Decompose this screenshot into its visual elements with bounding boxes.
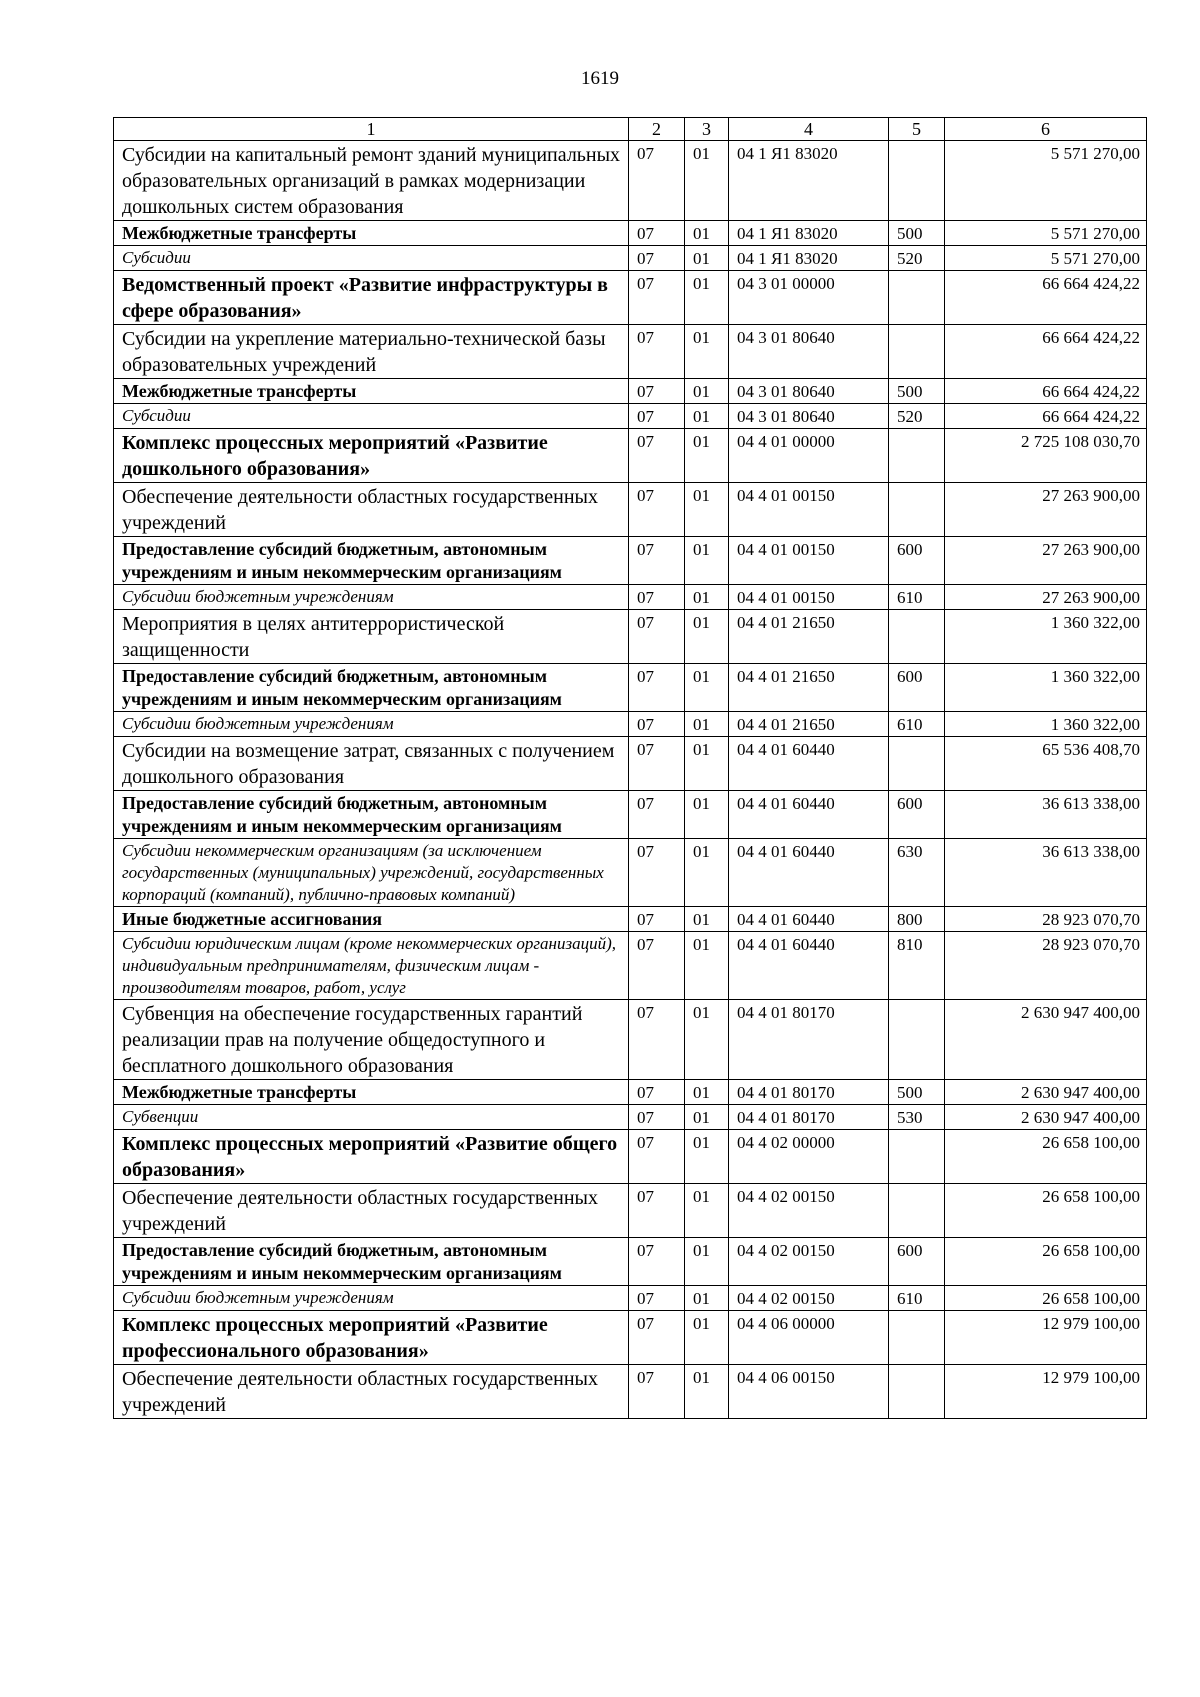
row-amount: 26 658 100,00 — [945, 1130, 1147, 1184]
table-row — [114, 1184, 1147, 1238]
row-target-code: 04 4 01 00000 — [729, 429, 889, 483]
row-expense-type: 520 — [889, 404, 945, 429]
table-row — [114, 1080, 1147, 1105]
row-amount: 65 536 408,70 — [945, 737, 1147, 791]
table-row — [114, 483, 1147, 537]
row-amount: 26 658 100,00 — [945, 1238, 1147, 1286]
row-target-code: 04 4 01 21650 — [729, 712, 889, 737]
row-subsection: 01 — [685, 1286, 729, 1311]
row-subsection: 01 — [685, 1365, 729, 1419]
row-name: Обеспечение деятельности областных государственных учреждений — [114, 1184, 629, 1238]
row-section: 07 — [629, 1080, 685, 1105]
row-target-code: 04 4 01 80170 — [729, 1105, 889, 1130]
row-expense-type — [889, 325, 945, 379]
row-amount: 66 664 424,22 — [945, 379, 1147, 404]
row-section: 07 — [629, 932, 685, 1000]
row-name: Обеспечение деятельности областных государственных учреждений — [114, 483, 629, 537]
row-amount: 1 360 322,00 — [945, 664, 1147, 712]
row-section: 07 — [629, 537, 685, 585]
table-row — [114, 932, 1147, 1000]
row-subsection: 01 — [685, 712, 729, 737]
row-section: 07 — [629, 429, 685, 483]
row-expense-type — [889, 1365, 945, 1419]
row-target-code: 04 4 02 00150 — [729, 1238, 889, 1286]
row-target-code: 04 4 01 00150 — [729, 585, 889, 610]
table-row — [114, 839, 1147, 907]
row-amount: 1 360 322,00 — [945, 610, 1147, 664]
row-name: Субсидии на укрепление материально-технической базы образовательных учреждений — [114, 325, 629, 379]
row-target-code: 04 4 01 21650 — [729, 664, 889, 712]
row-target-code: 04 4 01 00150 — [729, 483, 889, 537]
row-subsection: 01 — [685, 1130, 729, 1184]
table-row — [114, 221, 1147, 246]
table-row — [114, 404, 1147, 429]
row-subsection: 01 — [685, 1184, 729, 1238]
row-amount: 2 630 947 400,00 — [945, 1000, 1147, 1080]
row-expense-type — [889, 1184, 945, 1238]
page-number: 1619 — [581, 68, 619, 89]
row-subsection: 01 — [685, 610, 729, 664]
row-subsection: 01 — [685, 246, 729, 271]
row-name: Обеспечение деятельности областных государственных учреждений — [114, 1365, 629, 1419]
row-section: 07 — [629, 483, 685, 537]
table-row — [114, 737, 1147, 791]
row-amount: 2 630 947 400,00 — [945, 1080, 1147, 1105]
row-name: Межбюджетные трансферты — [114, 221, 629, 246]
table-row — [114, 379, 1147, 404]
row-amount: 27 263 900,00 — [945, 585, 1147, 610]
row-expense-type: 800 — [889, 907, 945, 932]
row-expense-type — [889, 483, 945, 537]
row-name: Предоставление субсидий бюджетным, автономным учреждениям и иным некоммерческим организациям — [114, 537, 629, 585]
header-cell-6: 6 — [945, 118, 1147, 141]
row-amount: 66 664 424,22 — [945, 404, 1147, 429]
row-expense-type — [889, 1311, 945, 1365]
row-name: Субсидии — [114, 246, 629, 271]
table-row — [114, 1105, 1147, 1130]
row-name: Предоставление субсидий бюджетным, автономным учреждениям и иным некоммерческим организациям — [114, 1238, 629, 1286]
row-section: 07 — [629, 907, 685, 932]
row-expense-type: 500 — [889, 221, 945, 246]
row-expense-type: 610 — [889, 585, 945, 610]
row-subsection: 01 — [685, 1000, 729, 1080]
row-amount: 5 571 270,00 — [945, 221, 1147, 246]
row-name: Субсидии на возмещение затрат, связанных с получением дошкольного образования — [114, 737, 629, 791]
row-amount: 36 613 338,00 — [945, 839, 1147, 907]
table-body — [114, 141, 1147, 1419]
row-section: 07 — [629, 1238, 685, 1286]
row-subsection: 01 — [685, 791, 729, 839]
row-amount: 2 630 947 400,00 — [945, 1105, 1147, 1130]
header-cell-3: 3 — [685, 118, 729, 141]
row-name: Предоставление субсидий бюджетным, автономным учреждениям и иным некоммерческим организациям — [114, 791, 629, 839]
header-cell-1: 1 — [114, 118, 629, 141]
row-target-code: 04 4 01 60440 — [729, 932, 889, 1000]
row-target-code: 04 4 02 00150 — [729, 1286, 889, 1311]
row-amount: 5 571 270,00 — [945, 141, 1147, 221]
row-target-code: 04 1 Я1 83020 — [729, 246, 889, 271]
row-name: Комплекс процессных мероприятий «Развитие общего образования» — [114, 1130, 629, 1184]
row-amount: 26 658 100,00 — [945, 1286, 1147, 1311]
row-section: 07 — [629, 1000, 685, 1080]
table-row — [114, 791, 1147, 839]
row-amount: 66 664 424,22 — [945, 325, 1147, 379]
row-section: 07 — [629, 1105, 685, 1130]
row-expense-type: 600 — [889, 537, 945, 585]
row-target-code: 04 4 02 00150 — [729, 1184, 889, 1238]
row-name: Субсидии бюджетным учреждениям — [114, 585, 629, 610]
table-row — [114, 325, 1147, 379]
row-subsection: 01 — [685, 1105, 729, 1130]
row-amount: 2 725 108 030,70 — [945, 429, 1147, 483]
table-row — [114, 907, 1147, 932]
row-subsection: 01 — [685, 537, 729, 585]
row-expense-type — [889, 610, 945, 664]
row-section: 07 — [629, 610, 685, 664]
row-section: 07 — [629, 379, 685, 404]
row-name: Предоставление субсидий бюджетным, автономным учреждениям и иным некоммерческим организациям — [114, 664, 629, 712]
row-name: Субсидии некоммерческим организациям (за исключением государственных (муниципальных) учреждений, государственных корпораций (компаний), публично-правовых компаний) — [114, 839, 629, 907]
row-amount: 28 923 070,70 — [945, 907, 1147, 932]
row-expense-type: 810 — [889, 932, 945, 1000]
row-section: 07 — [629, 221, 685, 246]
row-expense-type — [889, 271, 945, 325]
row-expense-type: 630 — [889, 839, 945, 907]
table-row — [114, 1130, 1147, 1184]
row-section: 07 — [629, 839, 685, 907]
row-name: Субсидии на капитальный ремонт зданий муниципальных образовательных организаций в рамках модернизации дошкольных систем образования — [114, 141, 629, 221]
row-subsection: 01 — [685, 271, 729, 325]
row-target-code: 04 4 01 80170 — [729, 1080, 889, 1105]
row-subsection: 01 — [685, 1311, 729, 1365]
row-name: Субсидии бюджетным учреждениям — [114, 1286, 629, 1311]
row-expense-type: 520 — [889, 246, 945, 271]
row-subsection: 01 — [685, 429, 729, 483]
row-amount: 36 613 338,00 — [945, 791, 1147, 839]
table-row — [114, 141, 1147, 221]
row-expense-type — [889, 429, 945, 483]
row-target-code: 04 3 01 80640 — [729, 379, 889, 404]
row-target-code: 04 4 01 00150 — [729, 537, 889, 585]
row-section: 07 — [629, 404, 685, 429]
row-expense-type — [889, 141, 945, 221]
table-row — [114, 271, 1147, 325]
row-target-code: 04 4 01 60440 — [729, 839, 889, 907]
row-subsection: 01 — [685, 141, 729, 221]
row-section: 07 — [629, 1311, 685, 1365]
row-name: Ведомственный проект «Развитие инфраструктуры в сфере образования» — [114, 271, 629, 325]
row-name: Комплекс процессных мероприятий «Развитие профессионального образования» — [114, 1311, 629, 1365]
row-subsection: 01 — [685, 839, 729, 907]
row-expense-type: 610 — [889, 712, 945, 737]
row-name: Мероприятия в целях антитеррористической защищенности — [114, 610, 629, 664]
row-section: 07 — [629, 1365, 685, 1419]
row-expense-type — [889, 737, 945, 791]
row-name: Межбюджетные трансферты — [114, 379, 629, 404]
row-name: Комплекс процессных мероприятий «Развитие дошкольного образования» — [114, 429, 629, 483]
row-amount: 5 571 270,00 — [945, 246, 1147, 271]
row-target-code: 04 4 01 60440 — [729, 907, 889, 932]
row-expense-type: 600 — [889, 791, 945, 839]
table-row — [114, 1311, 1147, 1365]
row-name: Межбюджетные трансферты — [114, 1080, 629, 1105]
row-amount: 27 263 900,00 — [945, 483, 1147, 537]
row-expense-type — [889, 1130, 945, 1184]
row-expense-type — [889, 1000, 945, 1080]
table-row — [114, 1000, 1147, 1080]
row-name: Иные бюджетные ассигнования — [114, 907, 629, 932]
row-target-code: 04 4 01 60440 — [729, 791, 889, 839]
row-section: 07 — [629, 712, 685, 737]
row-section: 07 — [629, 325, 685, 379]
row-subsection: 01 — [685, 1080, 729, 1105]
row-target-code: 04 4 01 60440 — [729, 737, 889, 791]
table-row — [114, 1238, 1147, 1286]
row-amount: 66 664 424,22 — [945, 271, 1147, 325]
table-row — [114, 246, 1147, 271]
table-row — [114, 585, 1147, 610]
row-target-code: 04 3 01 00000 — [729, 271, 889, 325]
header-cell-5: 5 — [889, 118, 945, 141]
row-subsection: 01 — [685, 404, 729, 429]
row-expense-type: 500 — [889, 379, 945, 404]
row-section: 07 — [629, 141, 685, 221]
row-subsection: 01 — [685, 325, 729, 379]
header-cell-2: 2 — [629, 118, 685, 141]
row-expense-type: 600 — [889, 664, 945, 712]
table-row — [114, 1365, 1147, 1419]
row-target-code: 04 1 Я1 83020 — [729, 221, 889, 246]
row-section: 07 — [629, 246, 685, 271]
row-expense-type: 600 — [889, 1238, 945, 1286]
table-row — [114, 664, 1147, 712]
row-expense-type: 500 — [889, 1080, 945, 1105]
row-subsection: 01 — [685, 379, 729, 404]
budget-table — [113, 117, 1147, 1419]
table-row — [114, 1286, 1147, 1311]
row-expense-type: 530 — [889, 1105, 945, 1130]
row-target-code: 04 4 06 00000 — [729, 1311, 889, 1365]
row-name: Субсидии — [114, 404, 629, 429]
row-name: Субсидии бюджетным учреждениям — [114, 712, 629, 737]
table-row — [114, 712, 1147, 737]
row-expense-type: 610 — [889, 1286, 945, 1311]
row-target-code: 04 4 02 00000 — [729, 1130, 889, 1184]
table-row — [114, 429, 1147, 483]
row-subsection: 01 — [685, 483, 729, 537]
row-section: 07 — [629, 791, 685, 839]
row-target-code: 04 1 Я1 83020 — [729, 141, 889, 221]
row-subsection: 01 — [685, 664, 729, 712]
row-amount: 28 923 070,70 — [945, 932, 1147, 1000]
row-section: 07 — [629, 664, 685, 712]
row-section: 07 — [629, 585, 685, 610]
row-target-code: 04 3 01 80640 — [729, 404, 889, 429]
row-target-code: 04 4 01 21650 — [729, 610, 889, 664]
row-amount: 12 979 100,00 — [945, 1311, 1147, 1365]
row-subsection: 01 — [685, 221, 729, 246]
row-section: 07 — [629, 1286, 685, 1311]
row-subsection: 01 — [685, 1238, 729, 1286]
row-section: 07 — [629, 1130, 685, 1184]
row-section: 07 — [629, 271, 685, 325]
table-header-row — [114, 118, 1147, 141]
row-target-code: 04 4 06 00150 — [729, 1365, 889, 1419]
row-subsection: 01 — [685, 585, 729, 610]
row-target-code: 04 4 01 80170 — [729, 1000, 889, 1080]
row-name: Субвенции — [114, 1105, 629, 1130]
row-section: 07 — [629, 1184, 685, 1238]
row-amount: 26 658 100,00 — [945, 1184, 1147, 1238]
row-amount: 12 979 100,00 — [945, 1365, 1147, 1419]
table-row — [114, 537, 1147, 585]
row-subsection: 01 — [685, 932, 729, 1000]
row-subsection: 01 — [685, 907, 729, 932]
header-cell-4: 4 — [729, 118, 889, 141]
row-name: Субвенция на обеспечение государственных гарантий реализации прав на получение общедоступного и бесплатного дошкольного образования — [114, 1000, 629, 1080]
row-amount: 1 360 322,00 — [945, 712, 1147, 737]
row-target-code: 04 3 01 80640 — [729, 325, 889, 379]
table-row — [114, 610, 1147, 664]
row-subsection: 01 — [685, 737, 729, 791]
row-section: 07 — [629, 737, 685, 791]
row-name: Субсидии юридическим лицам (кроме некоммерческих организаций), индивидуальным предпринимателям, физическим лицам - производителям товаров, работ, услуг — [114, 932, 629, 1000]
row-amount: 27 263 900,00 — [945, 537, 1147, 585]
